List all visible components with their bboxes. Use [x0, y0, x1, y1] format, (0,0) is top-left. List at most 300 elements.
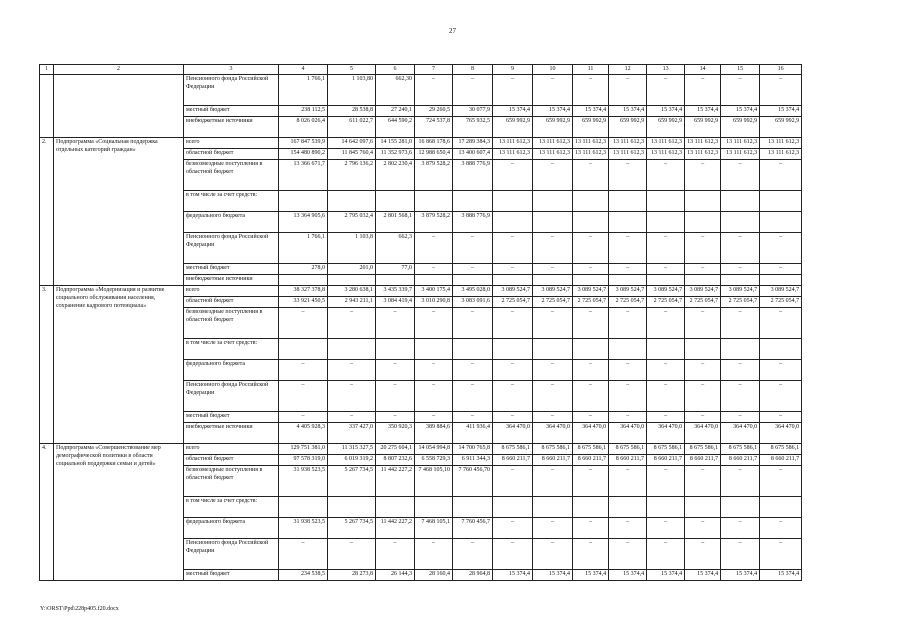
funding-source: безвозмездные поступления в областной бюджет: [184, 466, 279, 497]
amount-cell: 3 888 776,9: [453, 160, 493, 191]
amount-cell: [328, 191, 376, 212]
amount-cell: 364 470,0: [721, 423, 760, 444]
amount-cell: –: [721, 360, 760, 381]
amount-cell: –: [647, 412, 685, 423]
header-row: [40, 65, 802, 75]
amount-cell: –: [279, 539, 328, 570]
amount-cell: 411 936,4: [453, 423, 493, 444]
amount-cell: –: [609, 466, 647, 497]
amount-cell: 13 111 612,3: [493, 138, 533, 149]
amount-cell: 2 725 054,7: [533, 297, 573, 308]
amount-cell: –: [647, 518, 685, 539]
amount-cell: [328, 497, 376, 518]
amount-cell: [685, 275, 721, 286]
table-row: [40, 75, 802, 106]
amount-cell: 28 964,8: [453, 570, 493, 581]
amount-cell: –: [573, 308, 609, 339]
amount-cell: 3 280 638,1: [328, 286, 376, 297]
amount-cell: 3 089 524,7: [609, 286, 647, 297]
funding-source: местный бюджет: [184, 412, 279, 423]
amount-cell: 2 725 054,7: [760, 297, 802, 308]
amount-cell: [685, 339, 721, 360]
amount-cell: –: [533, 412, 573, 423]
amount-cell: 364 470,0: [573, 423, 609, 444]
amount-cell: 11 442 227,2: [376, 466, 415, 497]
funding-source: Пенсионного фонда Российской Федерации: [184, 233, 279, 264]
amount-cell: 8 675 586,1: [533, 444, 573, 455]
amount-cell: [647, 212, 685, 233]
amount-cell: –: [533, 381, 573, 412]
funding-source: местный бюджет: [184, 106, 279, 117]
amount-cell: –: [647, 233, 685, 264]
amount-cell: [573, 191, 609, 212]
amount-cell: –: [415, 75, 453, 106]
amount-cell: –: [279, 308, 328, 339]
amount-cell: [328, 339, 376, 360]
amount-cell: 662,30: [376, 75, 415, 106]
amount-cell: –: [279, 360, 328, 381]
amount-cell: –: [609, 308, 647, 339]
amount-cell: 7 760 456,70: [453, 466, 493, 497]
amount-cell: –: [721, 264, 760, 275]
amount-cell: 2 796 136,2: [328, 160, 376, 191]
amount-cell: [573, 497, 609, 518]
amount-cell: 278,0: [279, 264, 328, 275]
amount-cell: 3 089 524,7: [493, 286, 533, 297]
amount-cell: –: [453, 264, 493, 275]
amount-cell: 5 267 734,5: [328, 518, 376, 539]
amount-cell: 8 675 586,1: [647, 444, 685, 455]
amount-cell: 8 660 211,7: [685, 455, 721, 466]
amount-cell: [685, 497, 721, 518]
amount-cell: 8 660 211,7: [760, 455, 802, 466]
amount-cell: 11 442 227,2: [376, 518, 415, 539]
amount-cell: –: [647, 264, 685, 275]
amount-cell: –: [573, 466, 609, 497]
amount-cell: –: [573, 75, 609, 106]
amount-cell: 13 400 607,4: [453, 149, 493, 160]
amount-cell: –: [685, 264, 721, 275]
funding-source: безвозмездные поступления в областной бюджет: [184, 308, 279, 339]
column-header: 14: [685, 65, 721, 75]
amount-cell: –: [721, 308, 760, 339]
amount-cell: –: [760, 360, 802, 381]
amount-cell: –: [573, 360, 609, 381]
amount-cell: [453, 191, 493, 212]
amount-cell: [573, 212, 609, 233]
amount-cell: 5 267 734,5: [328, 466, 376, 497]
amount-cell: –: [453, 75, 493, 106]
amount-cell: 6 019 319,2: [328, 455, 376, 466]
amount-cell: 3 888 776,9: [453, 212, 493, 233]
amount-cell: 16 868 178,6: [415, 138, 453, 149]
amount-cell: 659 992,9: [721, 117, 760, 138]
amount-cell: 6 911 344,3: [453, 455, 493, 466]
amount-cell: 14 054 994,8: [415, 444, 453, 455]
funding-source: в том числе за счет средств:: [184, 339, 279, 360]
amount-cell: –: [533, 233, 573, 264]
program-name: Подпрограмма «Совершенствование мер демографической политики в области социальной поддержки семьи и детей»: [54, 444, 184, 581]
amount-cell: –: [685, 360, 721, 381]
amount-cell: –: [685, 160, 721, 191]
amount-cell: 13 366 671,7: [279, 160, 328, 191]
amount-cell: [453, 497, 493, 518]
amount-cell: –: [376, 381, 415, 412]
amount-cell: [760, 191, 802, 212]
amount-cell: –: [533, 518, 573, 539]
amount-cell: –: [647, 381, 685, 412]
amount-cell: 14 155 281,0: [376, 138, 415, 149]
amount-cell: [760, 339, 802, 360]
amount-cell: 8 807 232,6: [376, 455, 415, 466]
amount-cell: 31 938 523,5: [279, 518, 328, 539]
amount-cell: 31 938 523,5: [279, 466, 328, 497]
amount-cell: –: [493, 233, 533, 264]
amount-cell: 364 470,0: [760, 423, 802, 444]
amount-cell: 2 725 054,7: [647, 297, 685, 308]
amount-cell: –: [328, 539, 376, 570]
amount-cell: –: [328, 381, 376, 412]
amount-cell: 2 795 032,4: [328, 212, 376, 233]
amount-cell: 28 160,4: [415, 570, 453, 581]
amount-cell: 3 089 524,7: [533, 286, 573, 297]
amount-cell: 15 374,4: [609, 570, 647, 581]
amount-cell: 662,3: [376, 233, 415, 264]
amount-cell: 1 103,8: [328, 233, 376, 264]
amount-cell: –: [647, 360, 685, 381]
amount-cell: 659 992,9: [647, 117, 685, 138]
amount-cell: –: [415, 308, 453, 339]
funding-source: внебюджетные источники: [184, 423, 279, 444]
amount-cell: 12 988 650,4: [415, 149, 453, 160]
amount-cell: –: [376, 308, 415, 339]
amount-cell: –: [415, 233, 453, 264]
amount-cell: –: [647, 539, 685, 570]
amount-cell: [647, 497, 685, 518]
amount-cell: 2 725 054,7: [721, 297, 760, 308]
amount-cell: 97 578 319,0: [279, 455, 328, 466]
amount-cell: 8 660 211,7: [573, 455, 609, 466]
amount-cell: –: [647, 160, 685, 191]
amount-cell: –: [453, 412, 493, 423]
amount-cell: 3 089 524,7: [647, 286, 685, 297]
amount-cell: 659 992,9: [760, 117, 802, 138]
amount-cell: 15 374,4: [760, 106, 802, 117]
amount-cell: –: [453, 308, 493, 339]
amount-cell: –: [760, 381, 802, 412]
amount-cell: [453, 275, 493, 286]
amount-cell: 3 879 528,2: [415, 212, 453, 233]
amount-cell: –: [493, 264, 533, 275]
amount-cell: –: [376, 539, 415, 570]
amount-cell: 33 921 450,5: [279, 297, 328, 308]
amount-cell: –: [609, 412, 647, 423]
amount-cell: –: [685, 233, 721, 264]
amount-cell: –: [685, 308, 721, 339]
amount-cell: –: [573, 539, 609, 570]
amount-cell: 13 111 612,3: [647, 138, 685, 149]
amount-cell: –: [609, 75, 647, 106]
amount-cell: 7 468 105,10: [415, 466, 453, 497]
amount-cell: [493, 339, 533, 360]
amount-cell: 15 374,4: [685, 570, 721, 581]
amount-cell: [453, 339, 493, 360]
amount-cell: 15 374,4: [760, 570, 802, 581]
amount-cell: [533, 339, 573, 360]
funding-source: Пенсионного фонда Российской Федерации: [184, 381, 279, 412]
amount-cell: –: [685, 518, 721, 539]
program-name: Подпрограмма «Модернизация и развитие социального обслуживания населения, сохранение кадрового потенциала»: [54, 286, 184, 444]
amount-cell: 15 374,4: [573, 106, 609, 117]
amount-cell: –: [493, 160, 533, 191]
amount-cell: 13 364 905,6: [279, 212, 328, 233]
amount-cell: [493, 497, 533, 518]
amount-cell: [685, 212, 721, 233]
amount-cell: 364 470,0: [493, 423, 533, 444]
amount-cell: –: [685, 412, 721, 423]
amount-cell: 3 495 028,0: [453, 286, 493, 297]
amount-cell: 11 845 760,4: [328, 149, 376, 160]
amount-cell: [760, 497, 802, 518]
amount-cell: [647, 275, 685, 286]
amount-cell: 15 374,4: [685, 106, 721, 117]
amount-cell: –: [328, 412, 376, 423]
amount-cell: 644 590,2: [376, 117, 415, 138]
column-header: 6: [376, 65, 415, 75]
amount-cell: [279, 339, 328, 360]
amount-cell: 3 089 524,7: [721, 286, 760, 297]
column-header: 8: [453, 65, 493, 75]
amount-cell: [721, 497, 760, 518]
amount-cell: 28 273,8: [328, 570, 376, 581]
amount-cell: 8 675 586,1: [573, 444, 609, 455]
amount-cell: [376, 191, 415, 212]
amount-cell: –: [609, 539, 647, 570]
amount-cell: 337 427,0: [328, 423, 376, 444]
amount-cell: 17 289 384,3: [453, 138, 493, 149]
amount-cell: –: [533, 360, 573, 381]
amount-cell: 15 374,4: [609, 106, 647, 117]
amount-cell: 238 112,5: [279, 106, 328, 117]
amount-cell: 13 111 612,3: [533, 138, 573, 149]
amount-cell: 765 932,5: [453, 117, 493, 138]
amount-cell: –: [721, 381, 760, 412]
amount-cell: 15 374,4: [533, 106, 573, 117]
amount-cell: 8 660 211,7: [493, 455, 533, 466]
funding-source: в том числе за счет средств:: [184, 191, 279, 212]
amount-cell: –: [721, 233, 760, 264]
amount-cell: 364 470,0: [533, 423, 573, 444]
column-header: 10: [533, 65, 573, 75]
amount-cell: –: [328, 308, 376, 339]
amount-cell: 15 374,4: [573, 570, 609, 581]
amount-cell: [573, 339, 609, 360]
amount-cell: –: [760, 518, 802, 539]
amount-cell: [493, 212, 533, 233]
amount-cell: 1 103,80: [328, 75, 376, 106]
amount-cell: [721, 212, 760, 233]
amount-cell: [721, 339, 760, 360]
amount-cell: 14 642 097,6: [328, 138, 376, 149]
amount-cell: [493, 275, 533, 286]
funding-source: местный бюджет: [184, 264, 279, 275]
amount-cell: –: [685, 539, 721, 570]
amount-cell: –: [685, 466, 721, 497]
amount-cell: 659 992,9: [573, 117, 609, 138]
amount-cell: [609, 339, 647, 360]
amount-cell: 7 760 456,7: [453, 518, 493, 539]
amount-cell: 15 374,4: [533, 570, 573, 581]
amount-cell: [533, 275, 573, 286]
amount-cell: –: [647, 75, 685, 106]
column-header: 3: [184, 65, 279, 75]
amount-cell: 15 374,4: [647, 570, 685, 581]
amount-cell: 167 847 539,9: [279, 138, 328, 149]
amount-cell: [279, 275, 328, 286]
column-header: 16: [760, 65, 802, 75]
amount-cell: –: [760, 264, 802, 275]
amount-cell: 3 084 419,4: [376, 297, 415, 308]
amount-cell: 2 801 568,1: [376, 212, 415, 233]
amount-cell: 3 879 528,2: [415, 160, 453, 191]
funding-source: всего: [184, 286, 279, 297]
amount-cell: –: [415, 412, 453, 423]
amount-cell: 15 374,4: [721, 570, 760, 581]
funding-source: федерального бюджета: [184, 212, 279, 233]
amount-cell: 15 374,4: [647, 106, 685, 117]
amount-cell: –: [328, 360, 376, 381]
amount-cell: 659 992,9: [685, 117, 721, 138]
amount-cell: –: [533, 264, 573, 275]
amount-cell: –: [533, 160, 573, 191]
amount-cell: [493, 191, 533, 212]
amount-cell: [533, 212, 573, 233]
amount-cell: [760, 275, 802, 286]
amount-cell: –: [493, 539, 533, 570]
funding-source: всего: [184, 138, 279, 149]
amount-cell: –: [415, 381, 453, 412]
table-row: [40, 286, 802, 297]
amount-cell: –: [573, 233, 609, 264]
amount-cell: –: [573, 412, 609, 423]
amount-cell: 3 435 339,7: [376, 286, 415, 297]
amount-cell: 13 111 612,3: [647, 149, 685, 160]
amount-cell: 2 725 054,7: [609, 297, 647, 308]
amount-cell: 8 660 211,7: [647, 455, 685, 466]
amount-cell: 13 111 612,3: [609, 149, 647, 160]
amount-cell: 27 240,1: [376, 106, 415, 117]
amount-cell: –: [685, 75, 721, 106]
amount-cell: [415, 339, 453, 360]
budget-table: [39, 64, 802, 581]
amount-cell: –: [493, 75, 533, 106]
amount-cell: –: [415, 539, 453, 570]
amount-cell: 13 111 612,3: [685, 149, 721, 160]
amount-cell: 15 374,4: [493, 106, 533, 117]
amount-cell: 8 675 586,1: [685, 444, 721, 455]
amount-cell: [721, 275, 760, 286]
amount-cell: 13 111 612,3: [609, 138, 647, 149]
page-number: 27: [449, 27, 456, 35]
file-path-footer: Y:\ORST\Ppd\228p405.f20.docx: [40, 606, 119, 612]
amount-cell: –: [721, 412, 760, 423]
column-header: 9: [493, 65, 533, 75]
funding-source: местный бюджет: [184, 570, 279, 581]
amount-cell: –: [453, 233, 493, 264]
amount-cell: 659 992,9: [533, 117, 573, 138]
amount-cell: –: [279, 381, 328, 412]
amount-cell: –: [493, 412, 533, 423]
amount-cell: [376, 275, 415, 286]
amount-cell: 3 089 524,7: [573, 286, 609, 297]
amount-cell: 234 538,5: [279, 570, 328, 581]
amount-cell: –: [609, 160, 647, 191]
amount-cell: [328, 275, 376, 286]
amount-cell: –: [760, 412, 802, 423]
amount-cell: 8 675 586,1: [609, 444, 647, 455]
amount-cell: –: [415, 360, 453, 381]
amount-cell: [533, 191, 573, 212]
row-number: 2.: [40, 138, 54, 286]
funding-source: Пенсионного фонда Российской Федерации: [184, 539, 279, 570]
amount-cell: –: [760, 539, 802, 570]
funding-source: областной бюджет: [184, 455, 279, 466]
amount-cell: 13 111 612,3: [721, 149, 760, 160]
column-header: 2: [54, 65, 184, 75]
amount-cell: 389 884,6: [415, 423, 453, 444]
amount-cell: [573, 275, 609, 286]
amount-cell: 3 010 290,8: [415, 297, 453, 308]
amount-cell: –: [493, 308, 533, 339]
amount-cell: 30 077,9: [453, 106, 493, 117]
amount-cell: –: [609, 518, 647, 539]
amount-cell: 8 660 211,7: [533, 455, 573, 466]
funding-source: областной бюджет: [184, 297, 279, 308]
amount-cell: –: [647, 466, 685, 497]
amount-cell: 2 725 054,7: [573, 297, 609, 308]
amount-cell: 611 022,7: [328, 117, 376, 138]
amount-cell: –: [721, 539, 760, 570]
amount-cell: 3 400 175,4: [415, 286, 453, 297]
amount-cell: –: [376, 360, 415, 381]
amount-cell: 15 374,4: [721, 106, 760, 117]
column-header: 15: [721, 65, 760, 75]
amount-cell: 8 026 026,4: [279, 117, 328, 138]
table-row: [40, 444, 802, 455]
amount-cell: 350 920,3: [376, 423, 415, 444]
amount-cell: [415, 275, 453, 286]
amount-cell: –: [493, 381, 533, 412]
amount-cell: 2 725 054,7: [493, 297, 533, 308]
amount-cell: 13 111 612,3: [721, 138, 760, 149]
amount-cell: –: [760, 160, 802, 191]
funding-source: федерального бюджета: [184, 518, 279, 539]
amount-cell: 3 083 091,6: [453, 297, 493, 308]
amount-cell: 13 111 612,3: [760, 138, 802, 149]
funding-source: федерального бюджета: [184, 360, 279, 381]
amount-cell: [760, 212, 802, 233]
funding-source: безвозмездные поступления в областной бюджет: [184, 160, 279, 191]
program-name: Подпрограмма «Социальная поддержка отдельных категорий граждан»: [54, 138, 184, 286]
amount-cell: 2 802 230,4: [376, 160, 415, 191]
amount-cell: 20 275 604,1: [376, 444, 415, 455]
amount-cell: 4 405 928,3: [279, 423, 328, 444]
amount-cell: –: [533, 539, 573, 570]
amount-cell: 1 766,1: [279, 75, 328, 106]
amount-cell: 201,0: [328, 264, 376, 275]
amount-cell: 7 468 105,1: [415, 518, 453, 539]
amount-cell: 13 111 612,3: [493, 149, 533, 160]
